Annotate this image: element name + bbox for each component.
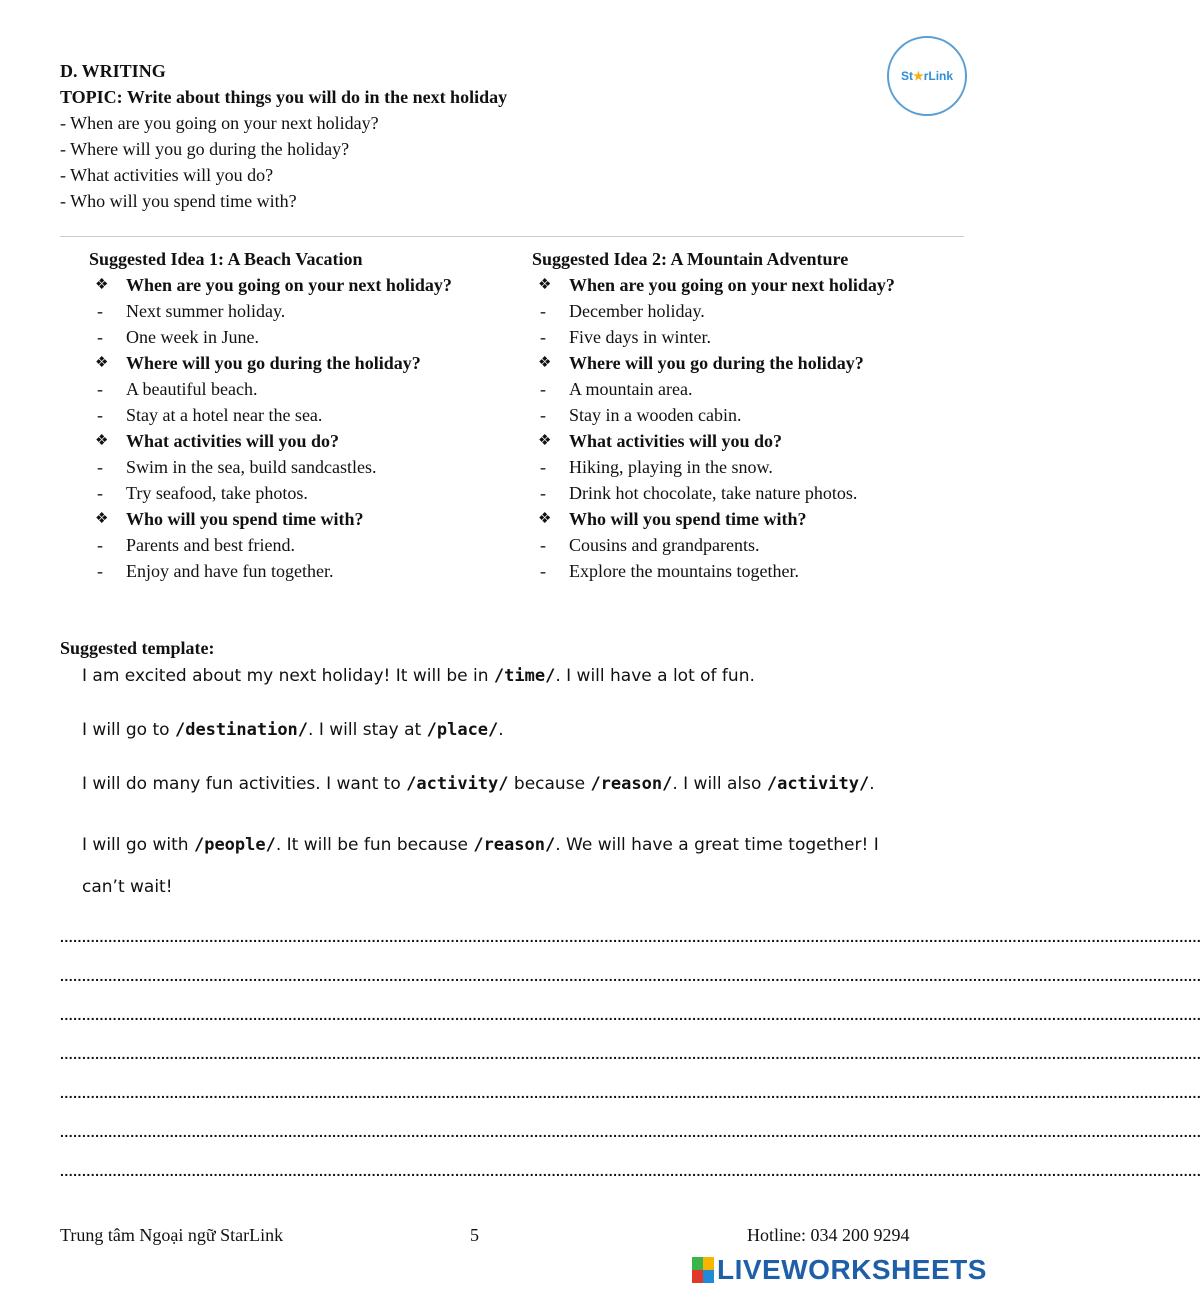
idea-row-text: Who will you spend time with? (569, 509, 807, 529)
idea-row-text: Try seafood, take photos. (126, 483, 308, 503)
idea-question (89, 272, 452, 298)
diamond-bullet-icon: ❖ (538, 511, 552, 527)
idea-answer (89, 324, 452, 350)
answer-line[interactable]: .................................................................................................................................................................................................................................................................... (60, 1085, 1201, 1101)
idea-row-text: One week in June. (126, 327, 259, 347)
dash-bullet: - (97, 327, 103, 347)
idea-row-text: Who will you spend time with? (126, 509, 364, 529)
idea-answer (532, 558, 895, 584)
idea-question (89, 506, 452, 532)
idea-row-text: A mountain area. (569, 379, 693, 399)
diamond-bullet-icon: ❖ (95, 277, 109, 293)
idea-row-text: Drink hot chocolate, take nature photos. (569, 483, 858, 503)
idea-answer (89, 558, 452, 584)
template-paragraph-4: I will go with /people/. It will be fun because /reason/. We will have a great time together! I (82, 835, 879, 855)
idea-column-2 (532, 246, 895, 584)
dash-bullet: - (540, 405, 546, 425)
idea-answer (532, 298, 895, 324)
idea-title: Suggested Idea 2: A Mountain Adventure (532, 249, 849, 269)
dash-bullet: - (540, 379, 546, 399)
idea-answer (89, 480, 452, 506)
diamond-bullet-icon: ❖ (538, 433, 552, 449)
diamond-bullet-icon: ❖ (95, 511, 109, 527)
answer-line[interactable]: .................................................................................................................................................................................................................................................................... (60, 1124, 1201, 1140)
idea-list (89, 272, 452, 584)
idea-row-text: What activities will you do? (126, 431, 340, 451)
template-label: Suggested template: (60, 638, 215, 658)
answer-line[interactable]: .................................................................................................................................................................................................................................................................... (60, 1046, 1201, 1062)
dash-bullet: - (97, 457, 103, 477)
template-paragraph-1: I am excited about my next holiday! It will be in /time/. I will have a lot of fun. (82, 666, 755, 686)
idea-list (532, 272, 895, 584)
idea-answer (532, 454, 895, 480)
dash-bullet: - (540, 535, 546, 555)
idea-row-text: Hiking, playing in the snow. (569, 457, 773, 477)
liveworksheets-watermark: LIVEWORKSHEETS (692, 1254, 987, 1286)
guide-question-3: - What activities will you do? (60, 165, 274, 185)
idea-row-text: Stay in a wooden cabin. (569, 405, 742, 425)
guide-question-1: - When are you going on your next holiday? (60, 113, 379, 133)
idea-answer (532, 480, 895, 506)
dash-bullet: - (97, 379, 103, 399)
dash-bullet: - (97, 561, 103, 581)
idea-row-text: Where will you go during the holiday? (569, 353, 864, 373)
liveworksheets-logo-icon (692, 1257, 714, 1283)
idea-answer (89, 376, 452, 402)
idea-answer (89, 402, 452, 428)
diamond-bullet-icon: ❖ (538, 355, 552, 371)
idea-answer (532, 376, 895, 402)
idea-answer (89, 532, 452, 558)
template-paragraph-3: I will do many fun activities. I want to /activity/ because /reason/. I will also /activity/. (82, 774, 875, 794)
answer-line[interactable]: .................................................................................................................................................................................................................................................................... (60, 929, 1201, 945)
dash-bullet: - (540, 483, 546, 503)
idea-question (532, 272, 895, 298)
diamond-bullet-icon: ❖ (95, 433, 109, 449)
idea-column-1 (89, 246, 452, 584)
idea-row-text: Next summer holiday. (126, 301, 286, 321)
idea-row-text: When are you going on your next holiday? (569, 275, 895, 295)
idea-question (532, 428, 895, 454)
idea-row-text: A beautiful beach. (126, 379, 258, 399)
dash-bullet: - (540, 301, 546, 321)
idea-row-text: When are you going on your next holiday? (126, 275, 452, 295)
dash-bullet: - (97, 405, 103, 425)
idea-answer (89, 454, 452, 480)
answer-line[interactable]: .................................................................................................................................................................................................................................................................... (60, 1007, 1201, 1023)
guide-question-2: - Where will you go during the holiday? (60, 139, 350, 159)
idea-answer (532, 402, 895, 428)
topic-heading: TOPIC: Write about things you will do in the next holiday (60, 87, 508, 107)
starlink-logo: St★rLink (887, 36, 967, 116)
dash-bullet: - (97, 535, 103, 555)
idea-row-text: December holiday. (569, 301, 705, 321)
footer-page-number: 5 (470, 1225, 479, 1245)
dash-bullet: - (97, 301, 103, 321)
diamond-bullet-icon: ❖ (538, 277, 552, 293)
idea-row-text: What activities will you do? (569, 431, 783, 451)
star-icon: ★ (912, 69, 924, 83)
idea-answer (532, 324, 895, 350)
idea-row-text: Enjoy and have fun together. (126, 561, 334, 581)
idea-row-text: Swim in the sea, build sandcastles. (126, 457, 377, 477)
idea-question (89, 350, 452, 376)
divider (60, 236, 964, 237)
idea-row-text: Five days in winter. (569, 327, 711, 347)
diamond-bullet-icon: ❖ (95, 355, 109, 371)
idea-question (532, 506, 895, 532)
idea-answer (89, 298, 452, 324)
idea-row-text: Cousins and grandparents. (569, 535, 760, 555)
dash-bullet: - (540, 457, 546, 477)
template-paragraph-2: I will go to /destination/. I will stay at /place/. (82, 720, 504, 740)
answer-line[interactable]: .................................................................................................................................................................................................................................................................... (60, 968, 1201, 984)
idea-question (89, 428, 452, 454)
idea-question (532, 350, 895, 376)
idea-row-text: Parents and best friend. (126, 535, 295, 555)
idea-answer (532, 532, 895, 558)
footer-center-name: Trung tâm Ngoại ngữ StarLink (60, 1225, 284, 1245)
section-heading: D. WRITING (60, 61, 166, 81)
idea-row-text: Explore the mountains together. (569, 561, 799, 581)
footer-hotline: Hotline: 034 200 9294 (747, 1225, 910, 1245)
idea-title: Suggested Idea 1: A Beach Vacation (89, 249, 363, 269)
guide-question-4: - Who will you spend time with? (60, 191, 297, 211)
idea-row-text: Where will you go during the holiday? (126, 353, 421, 373)
answer-line[interactable]: .................................................................................................................................................................................................................................................................... (60, 1163, 1201, 1179)
template-paragraph-4-end: can’t wait! (82, 877, 173, 897)
dash-bullet: - (540, 327, 546, 347)
idea-row-text: Stay at a hotel near the sea. (126, 405, 323, 425)
dash-bullet: - (97, 483, 103, 503)
dash-bullet: - (540, 561, 546, 581)
